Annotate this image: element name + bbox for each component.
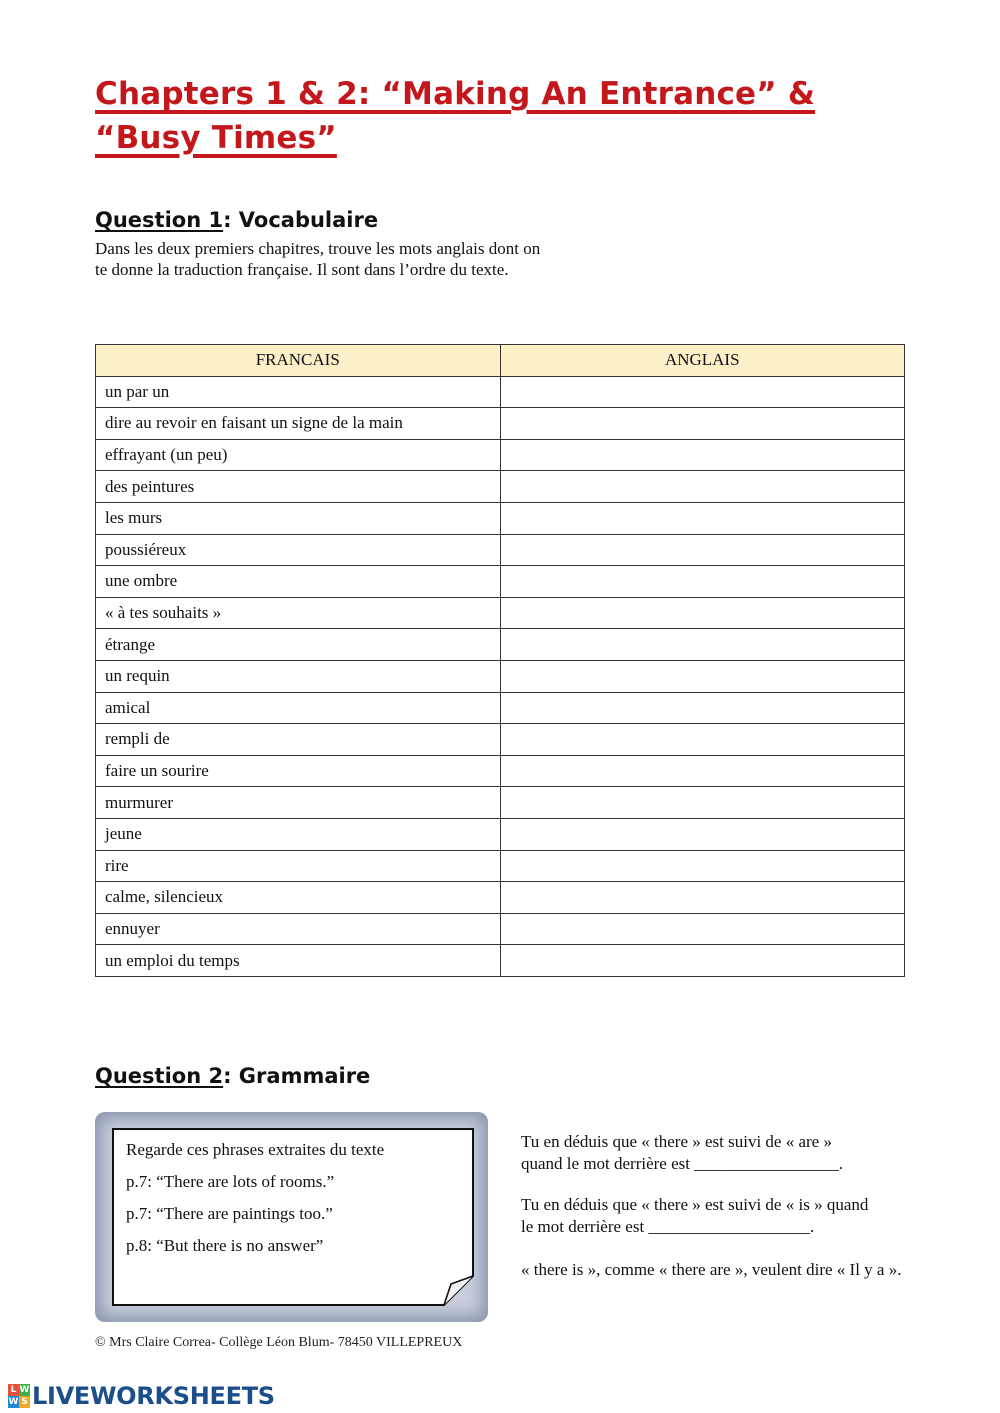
english-answer-cell[interactable] (500, 376, 905, 408)
question-2-label: Question 2 (95, 1064, 224, 1088)
english-answer-cell[interactable] (500, 913, 905, 945)
table-row (96, 566, 905, 598)
note-line-2: p.7: “There are lots of rooms.” (126, 1172, 335, 1191)
deduction-is-line-1: Tu en déduis que « there » est suivi de « is » quand (521, 1195, 869, 1214)
french-word-cell: « à tes souhaits » (96, 597, 501, 629)
english-answer-cell[interactable] (500, 439, 905, 471)
question-1-heading (95, 208, 378, 232)
title-line-1: Chapters 1 & 2: “Making An Entrance” & (95, 76, 816, 112)
note-line-1: Regarde ces phrases extraites du texte (126, 1140, 385, 1159)
table-row (96, 945, 905, 977)
table-header-row (96, 345, 905, 377)
deduction-are (521, 1131, 951, 1175)
english-answer-cell[interactable] (500, 660, 905, 692)
table-row (96, 755, 905, 787)
deduction-is-line-2: le mot derrière est ___________________. (521, 1217, 815, 1236)
instructions-line-2: te donne la traduction française. Il sont dans l’ordre du texte. (95, 260, 509, 279)
table-row (96, 818, 905, 850)
french-word-cell: effrayant (un peu) (96, 439, 501, 471)
french-word-cell: les murs (96, 502, 501, 534)
worksheet-title (95, 72, 905, 160)
french-word-cell: un emploi du temps (96, 945, 501, 977)
logo-text: LIVEWORKSHEETS (32, 1382, 275, 1410)
table-row (96, 724, 905, 756)
table-row (96, 376, 905, 408)
english-answer-cell[interactable] (500, 534, 905, 566)
header-anglais: ANGLAIS (500, 345, 905, 377)
question-1-instructions (95, 238, 595, 280)
english-answer-cell[interactable] (500, 502, 905, 534)
header-francais: FRANCAIS (96, 345, 501, 377)
vocabulary-table (95, 344, 905, 977)
english-answer-cell[interactable] (500, 408, 905, 440)
table-row (96, 408, 905, 440)
table-row (96, 882, 905, 914)
french-word-cell: ennuyer (96, 913, 501, 945)
french-word-cell: poussiéreux (96, 534, 501, 566)
english-answer-cell[interactable] (500, 818, 905, 850)
english-answer-cell[interactable] (500, 882, 905, 914)
french-word-cell: amical (96, 692, 501, 724)
liveworksheets-logo (8, 1382, 275, 1410)
deduction-are-line-2: quand le mot derrière est _________________. (521, 1154, 843, 1173)
french-word-cell: rempli de (96, 724, 501, 756)
there-is-meaning: « there is », comme « there are », veulent dire « Il y a ». (521, 1260, 902, 1279)
french-word-cell: des peintures (96, 471, 501, 503)
english-answer-cell[interactable] (500, 945, 905, 977)
table-row (96, 534, 905, 566)
title-line-2: “Busy Times” (95, 120, 337, 156)
table-row (96, 787, 905, 819)
table-row (96, 850, 905, 882)
example-sentences-note (95, 1112, 488, 1322)
english-answer-cell[interactable] (500, 471, 905, 503)
french-word-cell: dire au revoir en faisant un signe de la main (96, 408, 501, 440)
french-word-cell: étrange (96, 629, 501, 661)
french-word-cell: jeune (96, 818, 501, 850)
english-answer-cell[interactable] (500, 692, 905, 724)
deduction-are-line-1: Tu en déduis que « there » est suivi de « are » (521, 1132, 832, 1151)
vocabulary-rows (96, 376, 905, 976)
note-line-3: p.7: “There are paintings too.” (126, 1204, 333, 1223)
table-row (96, 597, 905, 629)
logo-mark-icon: L W W S (8, 1385, 30, 1407)
english-answer-cell[interactable] (500, 755, 905, 787)
question-1-topic: : Vocabulaire (223, 208, 379, 232)
note-line-4: p.8: “But there is no answer” (126, 1236, 324, 1255)
english-answer-cell[interactable] (500, 850, 905, 882)
french-word-cell: une ombre (96, 566, 501, 598)
deduction-is (521, 1194, 951, 1238)
english-answer-cell[interactable] (500, 629, 905, 661)
table-row (96, 692, 905, 724)
table-row (96, 629, 905, 661)
question-2-topic: : Grammaire (223, 1064, 371, 1088)
table-row (96, 471, 905, 503)
note-text (126, 1134, 466, 1262)
table-row (96, 439, 905, 471)
table-row (96, 502, 905, 534)
question-1-label: Question 1 (95, 208, 224, 232)
english-answer-cell[interactable] (500, 787, 905, 819)
english-answer-cell[interactable] (500, 724, 905, 756)
english-answer-cell[interactable] (500, 566, 905, 598)
french-word-cell: un par un (96, 376, 501, 408)
table-row (96, 660, 905, 692)
french-word-cell: un requin (96, 660, 501, 692)
english-answer-cell[interactable] (500, 597, 905, 629)
french-word-cell: rire (96, 850, 501, 882)
french-word-cell: calme, silencieux (96, 882, 501, 914)
instructions-line-1: Dans les deux premiers chapitres, trouve les mots anglais dont on (95, 239, 541, 258)
question-2-heading (95, 1064, 370, 1088)
french-word-cell: murmurer (96, 787, 501, 819)
table-row (96, 913, 905, 945)
copyright-notice: © Mrs Claire Correa- Collège Léon Blum- 78450 VILLEPREUX (95, 1335, 463, 1350)
french-word-cell: faire un sourire (96, 755, 501, 787)
